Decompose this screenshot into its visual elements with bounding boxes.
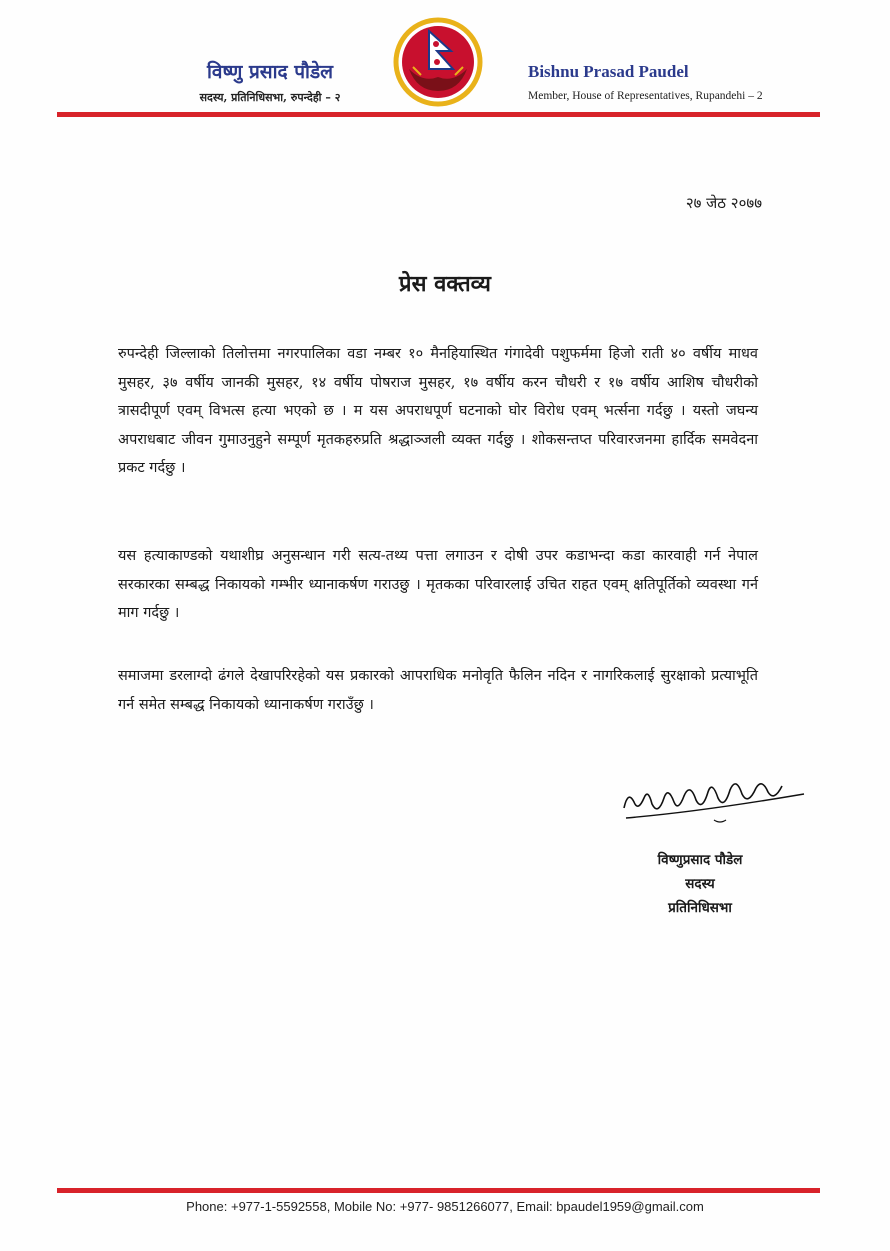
signatory-role: सदस्य <box>685 876 715 892</box>
author-name-english: Bishnu Prasad Paudel <box>528 62 689 81</box>
body-paragraph-3: समाजमा डरलाग्दो ढंगले देखापरिरहेको यस प्रकारको आपराधिक मनोवृति फैलिन नदिन र नागरिकलाई सुरक्षाको प्रत्याभूति गर्न समेत सम्बद्ध निकायको ध्यानाकर्षण गराउँछु । <box>118 668 758 713</box>
header-english <box>528 62 798 102</box>
handwritten-signature-icon <box>618 768 808 830</box>
author-name-nepali: विष्णु प्रसाद पौडेल <box>207 61 333 83</box>
author-title-nepali: सदस्य, प्रतिनिधिसभा, रुपन्देही – २ <box>199 91 341 104</box>
body-paragraph-1: रुपन्देही जिल्लाको तिलोत्तमा नगरपालिका वडा नम्बर १० मैनहियास्थित गंगादेवी पशुफर्ममा हिजो राती ४० वर्षीय माधव मुसहर, ३७ वर्षीय जानकी मुसहर, १४ वर्षीय पोषराज मुसहर, १७ वर्षीय करन चौधरी र १७ वर्षीय आशिष चौधरीको त्रासदीपूर्ण एवम् विभत्स हत्या भएको छ । म यस अपराधपूर्ण घटनाको घोर विरोध एवम् भर्त्सना गर्दछु । यस्तो जघन्य अपराधबाट जीवन गुमाउनुहुने सम्पूर्ण मृतकहरुप्रति श्रद्धाञ्जली व्यक्त गर्दछु । शोकसन्तप्त परिवारजनमा हार्दिक समवेदना प्रकट गर्दछु । <box>118 346 758 476</box>
header-divider <box>57 112 820 117</box>
signatory-block <box>620 848 780 920</box>
author-title-english: Member, House of Representatives, Rupandehi – 2 <box>528 90 763 102</box>
footer-divider <box>57 1188 820 1193</box>
signatory-name: विष्णुप्रसाद पौडेल <box>657 852 743 868</box>
signatory-body: प्रतिनिधिसभा <box>668 900 732 916</box>
header-nepali <box>150 58 390 105</box>
document-title: प्रेस वक्तव्य <box>399 271 491 297</box>
footer-contact: Phone: +977-1-5592558, Mobile No: +977- 9851266077, Email: bpaudel1959@gmail.com <box>186 1199 704 1214</box>
party-emblem-icon <box>393 17 483 107</box>
document-date: २७ जेठ २०७७ <box>685 194 762 212</box>
body-paragraph-2: यस हत्याकाण्डको यथाशीघ्र अनुसन्धान गरी सत्य-तथ्य पत्ता लगाउन र दोषी उपर कडाभन्दा कडा कारवाही गर्न नेपाल सरकारका सम्बद्ध निकायको गम्भीर ध्यानाकर्षण गराउछु । मृतकका परिवारलाई उचित राहत एवम् क्षतिपूर्तिको व्यवस्था गर्न माग गर्दछु । <box>118 548 758 621</box>
